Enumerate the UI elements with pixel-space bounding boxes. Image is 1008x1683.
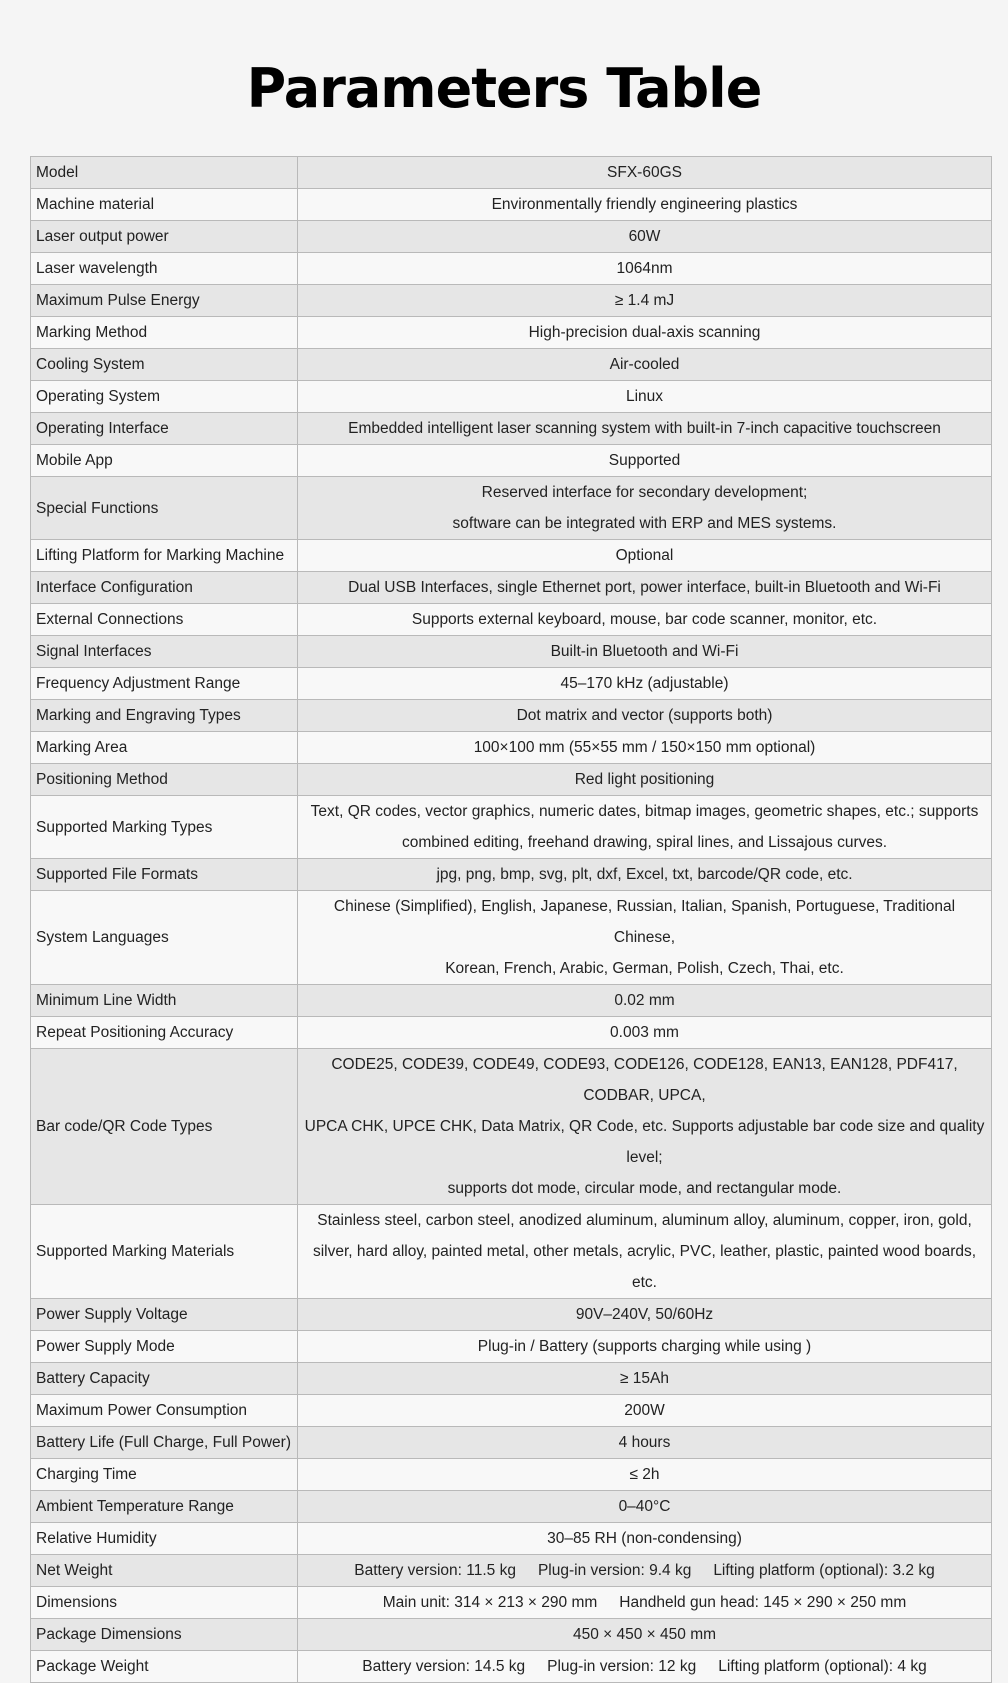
parameter-label: Signal Interfaces [31, 636, 298, 668]
parameter-value [298, 796, 992, 859]
table-row [31, 540, 992, 572]
parameter-value [298, 317, 992, 349]
parameter-value-line: Embedded intelligent laser scanning system with built-in 7-inch capacitive touchscreen [348, 420, 941, 437]
parameter-value-line: 30–85 RH (non-condensing) [547, 1530, 742, 1547]
parameter-label: Package Weight [31, 1651, 298, 1683]
parameter-value [298, 891, 992, 985]
table-row [31, 732, 992, 764]
parameter-value-line: CODE25, CODE39, CODE49, CODE93, CODE126, CODE128, EAN13, EAN128, PDF417, CODBAR, UPCA, [331, 1056, 958, 1104]
table-row [31, 1459, 992, 1491]
parameter-value-line: Plug-in / Battery (supports charging while using ) [477, 1338, 812, 1355]
parameter-value-segment: Battery version: 14.5 kg [362, 1658, 526, 1675]
parameter-label: Cooling System [31, 349, 298, 381]
table-row [31, 668, 992, 700]
parameter-value [298, 381, 992, 413]
parameter-label: Net Weight [31, 1555, 298, 1587]
parameter-value [298, 764, 992, 796]
parameter-label: Package Dimensions [31, 1619, 298, 1651]
parameter-value-line: Text, QR codes, vector graphics, numeric dates, bitmap images, geometric shapes, etc.; supports [310, 803, 979, 820]
table-row [31, 700, 992, 732]
table-row [31, 604, 992, 636]
parameter-value-line: 0–40°C [618, 1498, 671, 1515]
table-row [31, 1299, 992, 1331]
parameter-value-line: 4 hours [618, 1434, 671, 1451]
table-row [31, 253, 992, 285]
parameter-label: System Languages [31, 891, 298, 985]
parameter-value-line: Dual USB Interfaces, single Ethernet port, power interface, built-in Bluetooth and Wi-Fi [348, 579, 941, 596]
parameter-value-line: 1064nm [616, 260, 673, 277]
parameter-label: Ambient Temperature Range [31, 1491, 298, 1523]
parameter-label: Relative Humidity [31, 1523, 298, 1555]
parameter-label: Model [31, 157, 298, 189]
parameter-value-line: UPCA CHK, UPCE CHK, Data Matrix, QR Code, etc. Supports adjustable bar code size and quality level; [304, 1118, 985, 1166]
parameter-value-line: Air-cooled [609, 356, 680, 373]
parameter-value-line: ≥ 15Ah [619, 1370, 669, 1387]
parameters-table-body [31, 157, 992, 1683]
parameter-label: Operating Interface [31, 413, 298, 445]
parameter-label: Supported File Formats [31, 859, 298, 891]
table-row [31, 891, 992, 985]
parameter-value-line: 0.02 mm [614, 992, 675, 1009]
parameter-value [298, 1017, 992, 1049]
parameter-label: Lifting Platform for Marking Machine [31, 540, 298, 572]
parameter-label: Battery Capacity [31, 1363, 298, 1395]
parameter-label: Marking Method [31, 317, 298, 349]
parameter-label: Machine material [31, 189, 298, 221]
table-row [31, 1587, 992, 1619]
parameter-value-segment: Plug-in version: 12 kg [547, 1658, 697, 1675]
parameter-value [298, 477, 992, 540]
parameter-value [298, 540, 992, 572]
table-row [31, 285, 992, 317]
page-title: Parameters Table [246, 57, 762, 120]
parameter-value [298, 1651, 992, 1683]
parameter-value [298, 445, 992, 477]
table-row [31, 1331, 992, 1363]
table-row [31, 859, 992, 891]
parameter-value-line: Linux [625, 388, 664, 405]
table-row [31, 189, 992, 221]
table-row [31, 572, 992, 604]
parameter-value [298, 859, 992, 891]
parameter-value-line: 450 × 450 × 450 mm [572, 1626, 717, 1643]
parameter-value [298, 1331, 992, 1363]
parameter-value [298, 1299, 992, 1331]
parameter-label: Power Supply Mode [31, 1331, 298, 1363]
parameter-value [298, 1363, 992, 1395]
parameter-value-line: Reserved interface for secondary development; [481, 484, 808, 501]
parameter-label: Laser wavelength [31, 253, 298, 285]
parameter-value-segment: Battery version: 11.5 kg [354, 1562, 516, 1579]
parameter-value-line: software can be integrated with ERP and MES systems. [452, 515, 837, 532]
parameter-value-line: Red light positioning [574, 771, 715, 788]
parameter-label: Frequency Adjustment Range [31, 668, 298, 700]
parameter-value [298, 189, 992, 221]
table-row [31, 317, 992, 349]
table-row [31, 1651, 992, 1683]
parameter-value-segment: Handheld gun head: 145 × 290 × 250 mm [619, 1594, 907, 1611]
parameter-label: Charging Time [31, 1459, 298, 1491]
parameter-value [298, 1619, 992, 1651]
parameter-label: Battery Life (Full Charge, Full Power) [31, 1427, 298, 1459]
parameter-value-line: Optional [615, 547, 674, 564]
parameter-label: Interface Configuration [31, 572, 298, 604]
parameter-value [298, 1205, 992, 1299]
parameter-value-line: ≤ 2h [629, 1466, 660, 1483]
parameter-value [298, 157, 992, 189]
parameter-value [298, 700, 992, 732]
parameter-value [298, 668, 992, 700]
parameter-value-line: Built-in Bluetooth and Wi-Fi [550, 643, 739, 660]
parameter-label: Maximum Pulse Energy [31, 285, 298, 317]
parameter-value-line: Supported [608, 452, 681, 469]
table-row [31, 764, 992, 796]
parameter-value [298, 572, 992, 604]
table-row [31, 1523, 992, 1555]
parameter-value [298, 1459, 992, 1491]
table-row [31, 381, 992, 413]
parameter-value [298, 1523, 992, 1555]
table-row [31, 445, 992, 477]
parameter-label: Marking Area [31, 732, 298, 764]
parameter-label: Dimensions [31, 1587, 298, 1619]
parameter-value [298, 636, 992, 668]
parameter-value [298, 1555, 992, 1587]
parameter-label: Special Functions [31, 477, 298, 540]
parameter-value-segment: Main unit: 314 × 213 × 290 mm [382, 1594, 598, 1611]
parameter-value [298, 1395, 992, 1427]
parameter-label: Supported Marking Materials [31, 1205, 298, 1299]
parameter-value [298, 732, 992, 764]
table-row [31, 796, 992, 859]
parameter-label: Operating System [31, 381, 298, 413]
table-row [31, 349, 992, 381]
parameter-value [298, 253, 992, 285]
parameter-value-line: Chinese (Simplified), English, Japanese, Russian, Italian, Spanish, Portuguese, Traditional Chinese, [333, 898, 956, 946]
table-row [31, 221, 992, 253]
parameter-value [298, 1427, 992, 1459]
parameter-label: Supported Marking Types [31, 796, 298, 859]
table-row [31, 1049, 992, 1205]
parameter-value-segment: Lifting platform (optional): 3.2 kg [713, 1562, 935, 1579]
table-row [31, 1619, 992, 1651]
parameter-value-line: 0.003 mm [610, 1024, 679, 1041]
parameter-value [298, 985, 992, 1017]
parameter-value-line: Supports external keyboard, mouse, bar code scanner, monitor, etc. [411, 611, 878, 628]
parameter-value-line: High-precision dual-axis scanning [528, 324, 761, 341]
parameter-label: Maximum Power Consumption [31, 1395, 298, 1427]
parameter-value-line: Stainless steel, carbon steel, anodized aluminum, aluminum alloy, aluminum, copper, iron, gold, [317, 1212, 972, 1229]
parameter-label: Laser output power [31, 221, 298, 253]
parameters-table [30, 156, 992, 1683]
parameter-label: Minimum Line Width [31, 985, 298, 1017]
parameter-value-line: Korean, French, Arabic, German, Polish, Czech, Thai, etc. [445, 960, 844, 977]
parameter-label: Bar code/QR Code Types [31, 1049, 298, 1205]
parameter-value-line: combined editing, freehand drawing, spiral lines, and Lissajous curves. [401, 834, 888, 851]
table-row [31, 1205, 992, 1299]
parameter-value-line: Dot matrix and vector (supports both) [516, 707, 773, 724]
parameter-value [298, 1587, 992, 1619]
parameter-value [298, 413, 992, 445]
table-row [31, 1427, 992, 1459]
parameter-value-line: Environmentally friendly engineering plastics [491, 196, 798, 213]
parameter-label: Power Supply Voltage [31, 1299, 298, 1331]
table-row [31, 1363, 992, 1395]
table-row [31, 1395, 992, 1427]
parameter-value-line: SFX-60GS [607, 164, 682, 181]
parameter-value [298, 285, 992, 317]
parameter-label: Marking and Engraving Types [31, 700, 298, 732]
parameter-value-line: 45–170 kHz (adjustable) [560, 675, 729, 692]
parameter-label: Positioning Method [31, 764, 298, 796]
parameter-value [298, 604, 992, 636]
parameter-label: Repeat Positioning Accuracy [31, 1017, 298, 1049]
parameter-value-segment: Plug-in version: 9.4 kg [537, 1562, 692, 1579]
parameter-value [298, 1049, 992, 1205]
table-row [31, 1555, 992, 1587]
table-row [31, 636, 992, 668]
table-row [31, 985, 992, 1017]
parameter-value-segment: Lifting platform (optional): 4 kg [718, 1658, 927, 1675]
parameter-value-line: silver, hard alloy, painted metal, other metals, acrylic, PVC, leather, plastic, painted wood boards, etc. [312, 1243, 977, 1291]
table-row [31, 157, 992, 189]
parameter-value [298, 1491, 992, 1523]
parameter-label: External Connections [31, 604, 298, 636]
table-row [31, 477, 992, 540]
parameter-value-line: jpg, png, bmp, svg, plt, dxf, Excel, txt, barcode/QR code, etc. [436, 866, 853, 883]
parameter-value-line: 90V–240V, 50/60Hz [575, 1306, 714, 1323]
parameter-value [298, 221, 992, 253]
parameter-value-line: supports dot mode, circular mode, and rectangular mode. [447, 1180, 842, 1197]
table-row [31, 413, 992, 445]
table-row [31, 1017, 992, 1049]
parameter-label: Mobile App [31, 445, 298, 477]
parameter-value-line: 200W [624, 1402, 665, 1419]
table-row [31, 1491, 992, 1523]
parameter-value [298, 349, 992, 381]
parameter-value-line: ≥ 1.4 mJ [614, 292, 675, 309]
parameter-value-line: 60W [628, 228, 661, 245]
parameter-value-line: 100×100 mm (55×55 mm / 150×150 mm optional) [473, 739, 816, 756]
